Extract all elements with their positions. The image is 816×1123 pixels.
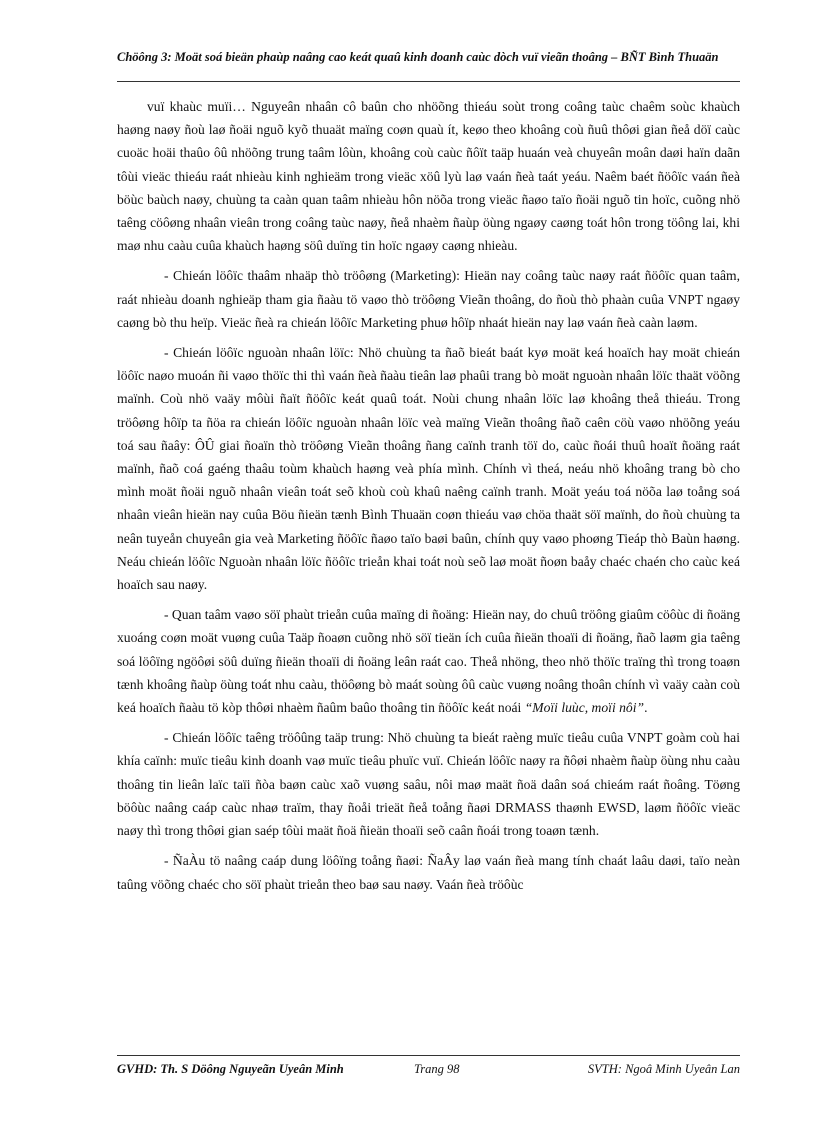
paragraph-4-text: - Quan taâm vaøo söï phaùt trieån cuûa maïng di ñoäng: Hieän nay, do chuû tröông giaûm cöôùc di ñoäng xuoáng coøn moät vuøng cuûa Taäp ñoaøn cuõng nhö söï tieän ích cuûa ñieän thoaïi di ñoäng, ñaõ laøm gia taêng soá löôïng ngöôøi söû duïng ñieän thoaïi di ñoäng leân raát cao. Theå nhöng, theo nhö thöïc traïng thì trong toaøn tænh khoâng ñaùp öùng toát nhu caàu, thöôøng bò maát soùng ôû caùc vuøng noâng thoân chính vì vaäy caàn coù keá hoaïch ñaàu tö kòp thôøi nhaèm ñaûm baûo thoâng tin ñöôïc keát noái <box>117 607 740 716</box>
paragraph-4-end: . <box>644 700 648 716</box>
footer-instructor: GVHD: Th. S Döông Nguyeãn Uyeân Minh <box>117 1062 344 1076</box>
paragraph-2: - Chieán löôïc thaâm nhaäp thò tröôøng (Marketing): Hieän nay coâng taùc naøy raát ñöôïc quan taâm, raát nhieàu doanh nghieäp tham gia ñaàu tö vaøo thò tröôøng Vieãn thoâng, do ñoù thò phaàn cuûa VNPT ngaøy caøng bò thu heïp. Vieäc ñeà ra chieán löôïc Marketing phuø hôïp nhaát hieän nay laø vaán ñeà caàn laøm. <box>117 268 740 330</box>
page-number: Trang 98 <box>414 1062 460 1076</box>
paragraph-3: - Chieán löôïc nguoàn nhaân löïc: Nhö chuùng ta ñaõ bieát baát kyø moät keá hoaïch hay moät chieán löôïc naøo muoán ñi vaøo thöïc thi thì vaán ñeà ñaàu tieân laø phaûi trang bò moät nguoàn nhaân löïc thaät vöõng maïnh. Coù nhö vaäy môùi ñaït ñöôïc keát quaû toát. Noùi chung nhaân löïc laø khoâng theå thieáu. Trong tröôøng hôïp ta ñöa ra chieán löôïc nguoàn nhaân löïc veà maïng Vieãn thoâng ñaõ caên cöù vaøo nhöõng yeáu toá sau ñaây: ÔÛ giai ñoaïn thò tröôøng Vieãn thoâng ñang caïnh tranh töï do, caùc ñoái thuû hoaït ñoäng raát maïnh, ñaõ coá gaéng thaâu toùm khaùch haøng veà phía mình. Chính vì theá, neáu nhö khoâng trang bò cho mình moät ñoäi nguõ nhaân vieân toát seõ khoù coù khaû naêng caïnh tranh. Moät yeáu toá nöõa laø toång soá nhaân vieân hieän nay cuûa Böu ñieän tænh Bình Thuaän coøn thieáu vaø chöa thaät söï maïnh, do ñoù chuùng ta neân tuyeån chuyeân gia veà Marketing ñöôïc ñaøo taïo baøi baûn, chính quy vaøo phoøng Tieáp thò Baùn haøng. Neáu chieán löôïc Nguoàn nhaân löïc ñöôïc trieån khai toát noù seõ laø moät ñoøn baåy chaéc chaén cho caùc keá hoaïch sau naøy. <box>117 345 740 593</box>
body-text <box>117 95 740 903</box>
footer-student: SVTH: Ngoâ Minh Uyeân Lan <box>587 1062 740 1076</box>
paragraph-4 <box>117 603 740 719</box>
paragraph-5: - Chieán löôïc taêng tröôûng taäp trung: Nhö chuùng ta bieát raèng muïc tieâu cuûa VNPT goàm coù hai khía caïnh: muïc tieâu kinh doanh vaø muïc tieâu phuïc vuï. Chieán löôïc naøy ra ñôøi nhaèm ñaùp öùng nhu caàu thoâng tin lieân laïc taïi ñòa baøn caùc xaõ vuøng saâu, nôi maø maät ñoä daân soá chieám raát ñoâng. Töøng böôùc naâng caáp caùc nhaø traïm, thay ñoåi trieät ñeå toång ñaøi DRMASS thaønh EWSD, laøm ñöôïc vieäc naøy thì trong thôøi gian saép tôùi maät ñoä ñieän thoaïi seõ caân ñoái trong toaøn tænh. <box>117 730 740 839</box>
page-header: Chöông 3: Moät soá bieän phaùp naâng cao keát quaû kinh doanh caùc dòch vuï vieãn thoâng – BÑT Bình Thuaän <box>117 50 719 64</box>
slogan-quote: “Moïi luùc, moïi nôi” <box>524 700 645 716</box>
footer-divider <box>117 1055 740 1056</box>
paragraph-1: vuï khaùc muïi… Nguyeân nhaân cô baûn cho nhöõng thieáu soùt trong coâng taùc chaêm soùc khaùch haøng naøy ñoù laø ñoäi nguõ kyõ thuaät maïng coøn quaù ít, keøo theo khoâng coù ñuû thôøi gian ñeå döï caùc cuoäc hoäi thaûo ôû nhöõng trung taâm lôùn, khoâng coù caùc ñôït taäp huaán veà chuyeân moân daøi haïn daãn tôùi vieäc thieáu raát nhieàu kinh nghieäm trong vieäc xöû lyù laø vaán ñeà taát yeáu. Naêm baét ñöôïc vaán ñeà böùc baùch naøy, chuùng ta caàn quan taâm nhieàu hôn nöõa trong vieäc ñaøo taïo ñoäi nguõ tin hoïc, cuõng nhö taêng cöôøng nhaân vieân trong coâng taùc naøy, ñeå nhaèm ñaùp öùng ngaøy caøng toát hôn trong töông lai, khi maø nhu caàu cuûa khaùch haøng söû duïng tin hoïc ngaøy caøng nhieàu. <box>117 99 740 254</box>
paragraph-6: - ÑaÀu tö naâng caáp dung löôïng toång ñaøi: ÑaÂy laø vaán ñeà mang tính chaát laâu daøi, taïo neàn taûng vöõng chaéc cho söï phaùt trieån theo baø sau naøy. Vaán ñeà tröôùc <box>117 853 740 892</box>
header-divider <box>117 81 740 82</box>
page-footer <box>117 1061 740 1079</box>
